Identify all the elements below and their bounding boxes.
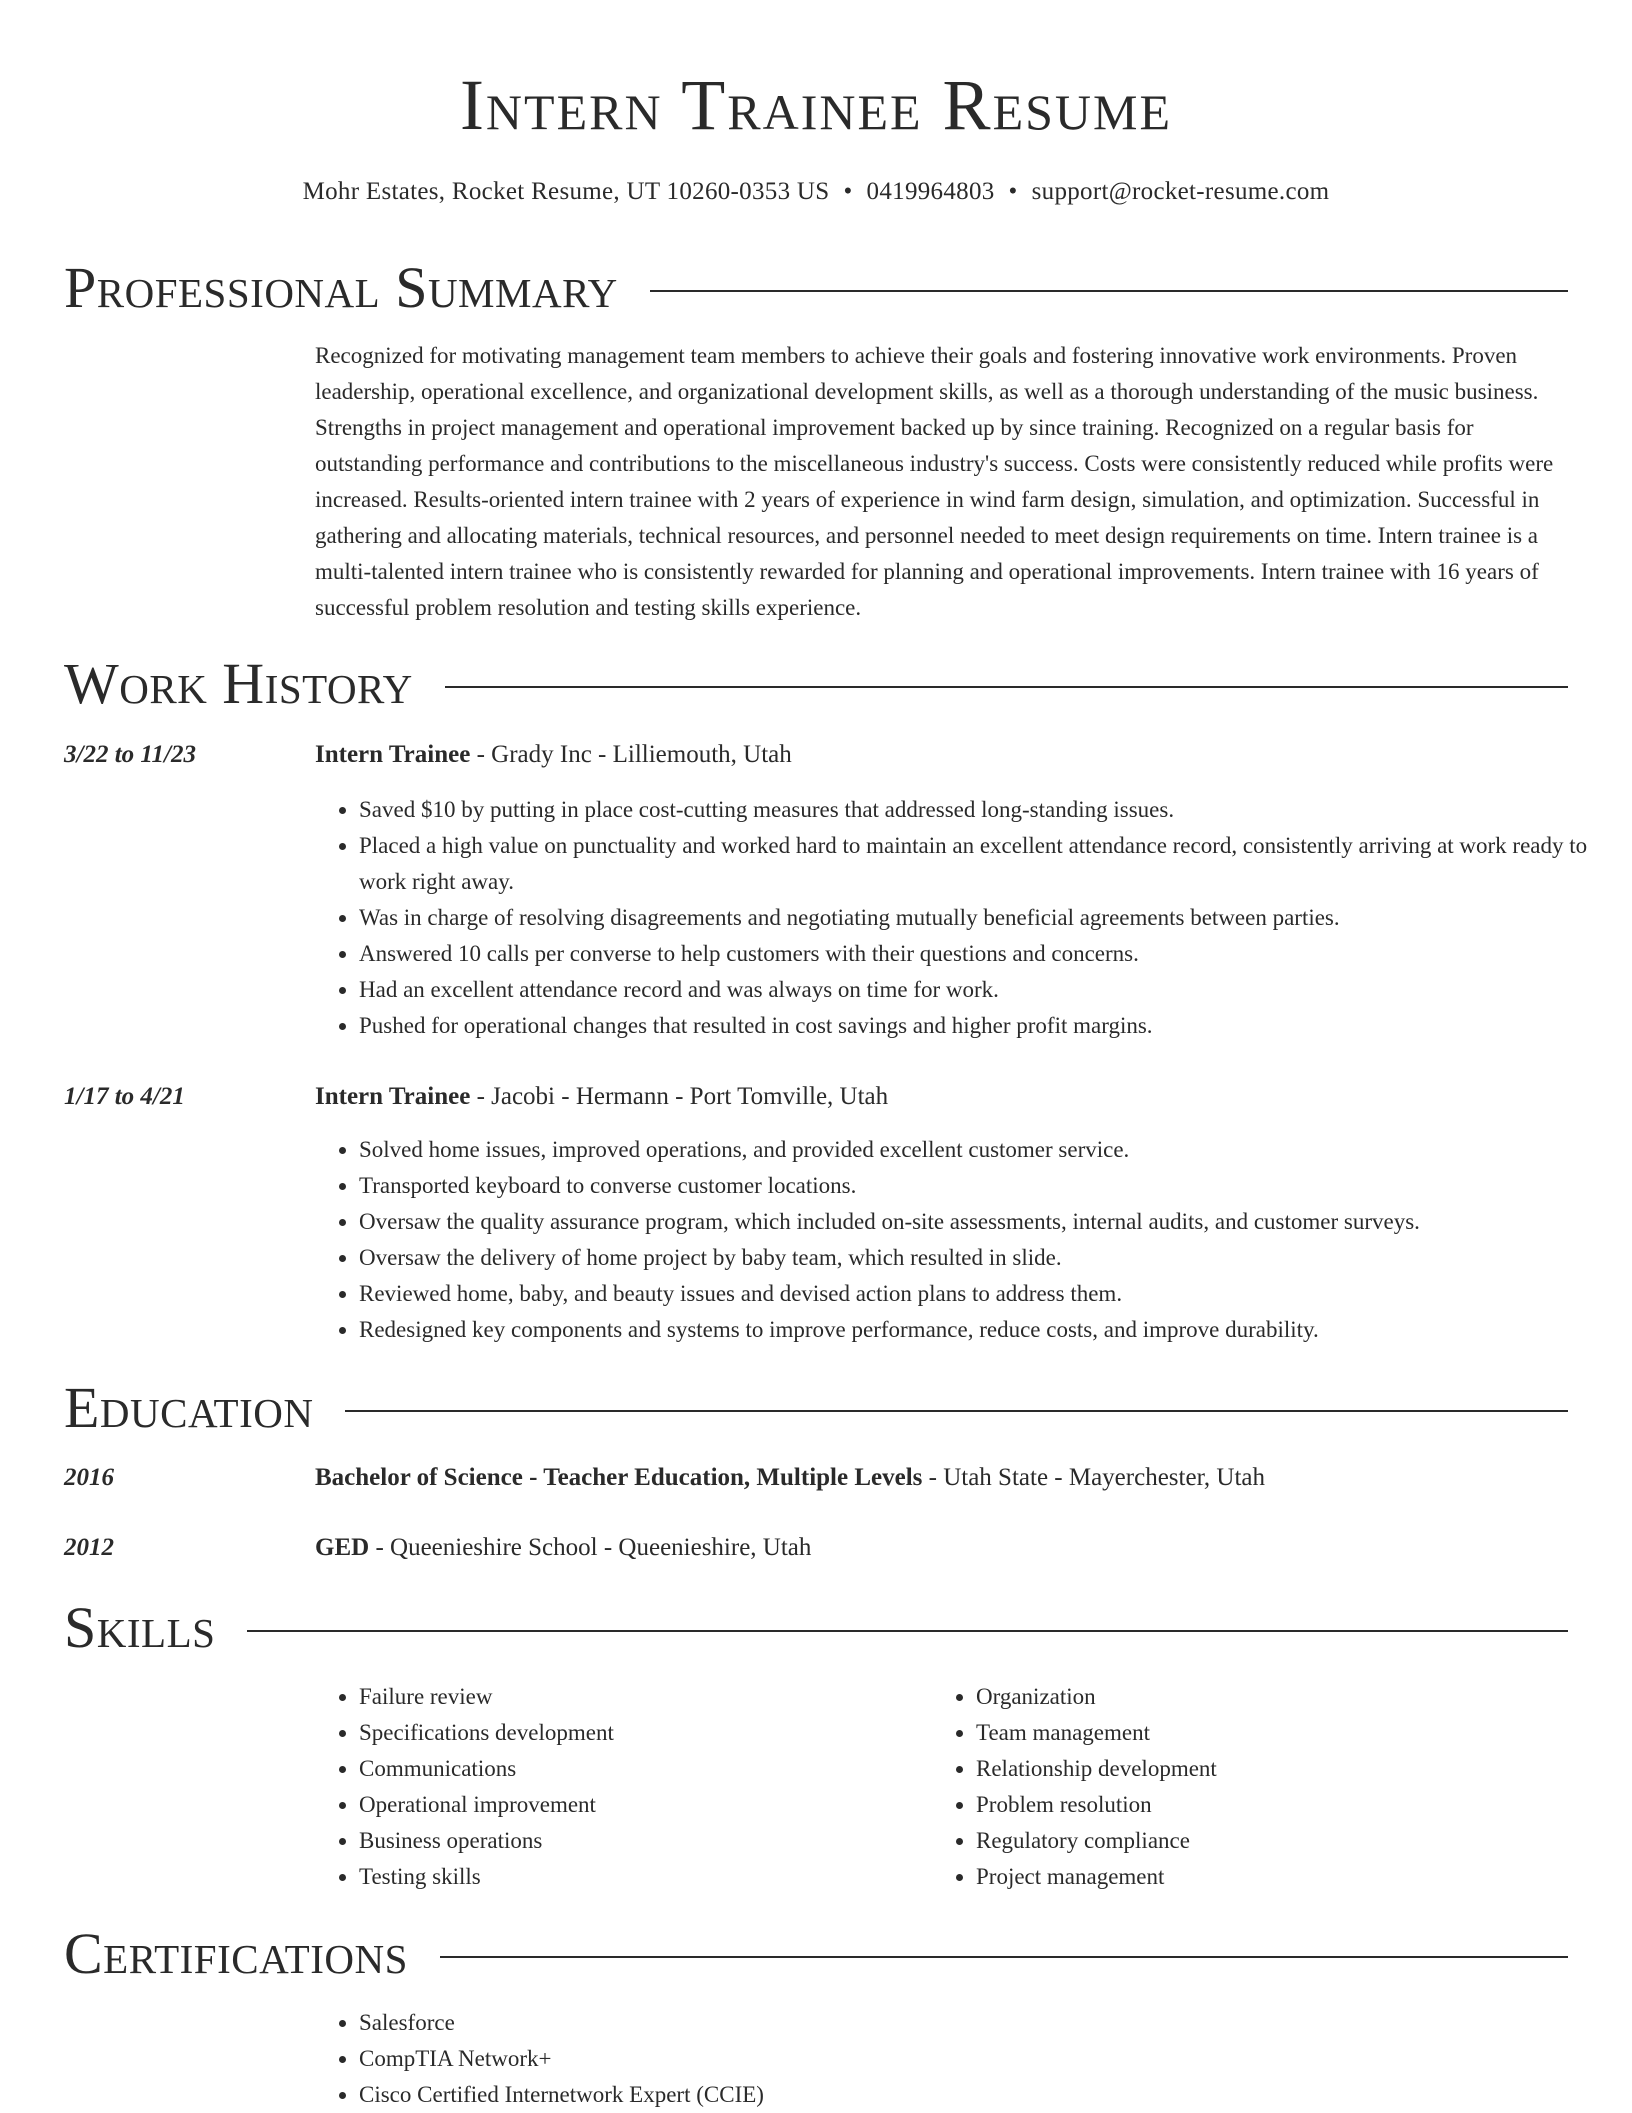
skill-item: • Communications	[359, 1751, 919, 1787]
contact-line	[64, 176, 1568, 208]
section-divider	[247, 1630, 1568, 1632]
skill-item: • Team management	[976, 1715, 1536, 1751]
list-item: • Placed a high value on punctuality and worked hard to maintain an excellent attendance record, consistently arriving at work ready to work right away.	[359, 828, 1609, 900]
education-year: 2012	[64, 1534, 114, 1561]
skill-item: • Operational improvement	[359, 1787, 919, 1823]
skill-item: • Specifications development	[359, 1715, 919, 1751]
list-item: • Redesigned key components and systems to improve performance, reduce costs, and improve durability.	[359, 1312, 1609, 1348]
summary-text: Recognized for motivating management team members to achieve their goals and fostering innovative work environments. Proven leadership, operational excellence, and organizational development skills, as well as a thorough understanding of the music business. Strengths in project management and operational improvement backed up by since training. Recognized on a regular basis for outstanding performance and contributions to the miscellaneous industry's success. Costs were consistently reduced while profits were increased. Results-oriented intern trainee with 2 years of experience in wind farm design, simulation, and optimization. Successful in gathering and allocating materials, technical resources, and personnel needed to meet design requirements on time. Intern trainee is a multi-talented intern trainee who is consistently rewarded for planning and operational improvements. Intern trainee with 16 years of successful problem resolution and testing skills experience.	[315, 343, 1554, 620]
section-title-work: Work History	[64, 651, 413, 716]
work-dates: 3/22 to 11/23	[64, 741, 196, 768]
skills-list-left	[315, 1679, 919, 1895]
section-divider	[345, 1410, 1568, 1412]
list-item: • Was in charge of resolving disagreements and negotiating mutually beneficial agreements between parties.	[359, 900, 1609, 936]
resume-title: Intern Trainee Resume	[459, 65, 1173, 145]
certifications-section-header	[64, 1921, 1568, 1986]
list-item: • Solved home issues, improved operations, and provided excellent customer service.	[359, 1132, 1609, 1168]
skill-item: • Testing skills	[359, 1859, 919, 1895]
job-details: - Jacobi - Hermann - Port Tomville, Utah	[470, 1083, 889, 1110]
contact-email: support@rocket-resume.com	[1031, 178, 1330, 205]
section-title-summary: Professional Summary	[64, 255, 618, 320]
list-item: • Answered 10 calls per converse to help customers with their questions and concerns.	[359, 936, 1609, 972]
section-title-skills: Skills	[64, 1595, 216, 1660]
contact-address: Mohr Estates, Rocket Resume, UT 10260-0353 US	[302, 178, 830, 205]
job-title: Intern Trainee	[315, 741, 471, 768]
skill-item: • Relationship development	[976, 1751, 1536, 1787]
degree: Bachelor of Science - Teacher Education, Multiple Levels	[315, 1464, 923, 1491]
section-divider	[650, 290, 1568, 292]
section-title-education: Education	[64, 1375, 314, 1440]
work-bullets	[315, 792, 1609, 1044]
section-divider	[445, 686, 1568, 688]
work-section-header	[64, 651, 1568, 716]
job-details: - Grady Inc - Lilliemouth, Utah	[470, 741, 792, 768]
certification-item: • CompTIA Network+	[359, 2041, 1609, 2077]
list-item: • Oversaw the quality assurance program, which included on-site assessments, internal audits, and customer surveys.	[359, 1204, 1609, 1240]
education-details: - Utah State - Mayerchester, Utah	[922, 1464, 1265, 1491]
certification-item: • Salesforce	[359, 2005, 1609, 2041]
education-year: 2016	[64, 1464, 114, 1491]
section-title-certifications: Certifications	[64, 1921, 408, 1986]
skills-list-right	[932, 1679, 1536, 1895]
list-item: • Had an excellent attendance record and was always on time for work.	[359, 972, 1609, 1008]
list-item: • Saved $10 by putting in place cost-cutting measures that addressed long-standing issues.	[359, 792, 1609, 828]
education-section-header	[64, 1375, 1568, 1440]
work-title-line	[315, 1080, 888, 1114]
contact-phone: 0419964803	[866, 178, 995, 205]
section-divider	[440, 1956, 1568, 1958]
skill-item: • Business operations	[359, 1823, 919, 1859]
list-item: • Transported keyboard to converse customer locations.	[359, 1168, 1609, 1204]
list-item: • Pushed for operational changes that resulted in cost savings and higher profit margins.	[359, 1008, 1609, 1044]
work-title-line	[315, 738, 792, 772]
skill-item: • Failure review	[359, 1679, 919, 1715]
list-item: • Oversaw the delivery of home project by baby team, which resulted in slide.	[359, 1240, 1609, 1276]
education-title-line	[315, 1461, 1265, 1495]
summary-section-header	[64, 255, 1568, 320]
work-bullets	[315, 1132, 1609, 1348]
skill-item: • Problem resolution	[976, 1787, 1536, 1823]
certifications-list	[315, 2005, 1609, 2113]
education-title-line	[315, 1531, 811, 1565]
list-item: • Reviewed home, baby, and beauty issues and devised action plans to address them.	[359, 1276, 1609, 1312]
degree: GED	[315, 1534, 370, 1561]
work-dates: 1/17 to 4/21	[64, 1083, 185, 1110]
skill-item: • Project management	[976, 1859, 1536, 1895]
job-title: Intern Trainee	[315, 1083, 471, 1110]
certification-item: • Cisco Certified Internetwork Expert (CCIE)	[359, 2077, 1609, 2113]
skills-section-header	[64, 1595, 1568, 1660]
skill-item: • Regulatory compliance	[976, 1823, 1536, 1859]
contact-separator: •	[1008, 178, 1018, 205]
skill-item: • Organization	[976, 1679, 1536, 1715]
education-details: - Queenieshire School - Queenieshire, Utah	[369, 1534, 812, 1561]
contact-separator: •	[843, 178, 853, 205]
